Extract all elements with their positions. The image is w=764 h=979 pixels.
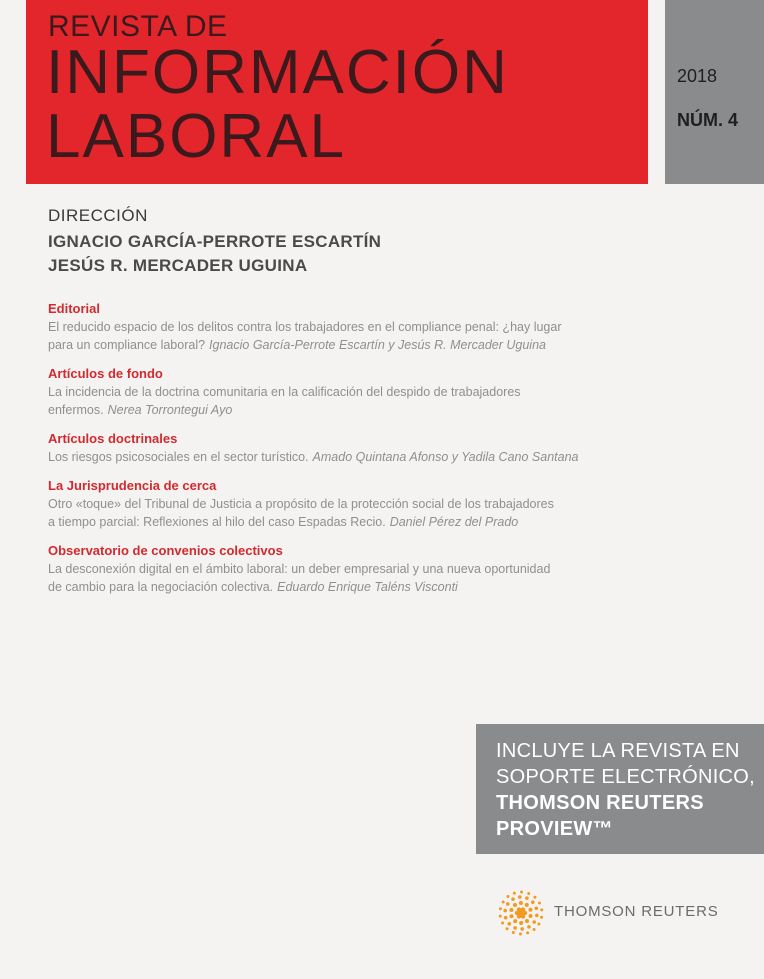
logo-dot — [535, 907, 539, 911]
issue-number: NÚM. 4 — [677, 110, 739, 130]
toc-section-text: de cambio para la negociación colectiva. — [48, 580, 274, 594]
toc-section-line — [48, 401, 668, 419]
toc-author: Ignacio García-Perrote Escartín y Jesús R. Mercader Uguina — [209, 338, 546, 352]
logo-dot — [518, 895, 522, 899]
logo-dot — [519, 932, 522, 935]
logo-dot — [540, 908, 543, 911]
logo-dot — [535, 914, 539, 918]
toc-section-observatorio — [48, 542, 668, 596]
toc-section-editorial — [48, 300, 668, 354]
logo-dot — [519, 921, 523, 925]
toc-section-line: La desconexión digital en el ámbito laboral: un deber empresarial y una nueva oportunidad — [48, 562, 551, 576]
logo-dot — [538, 902, 541, 905]
toc-author: Amado Quintana Afonso y Yadila Cano Santana — [312, 450, 579, 464]
toc-section-line: La incidencia de la doctrina comunitaria en la calificación del despido de trabajadores — [48, 385, 521, 399]
masthead-line-1: REVISTA DE — [48, 10, 228, 43]
logo-dot — [513, 926, 517, 930]
proview-promo-box — [476, 724, 764, 854]
toc-section-text: Los riesgos psicosociales en el sector turístico. — [48, 450, 309, 464]
thomson-reuters-dot-sphere-icon — [496, 888, 546, 938]
promo-line: INCLUYE LA REVISTA EN — [496, 740, 740, 762]
toc-section-heading: Observatorio de convenios colectivos — [48, 543, 283, 558]
logo-dot — [526, 931, 529, 934]
toc-section-articulos-doctrinales — [48, 430, 668, 466]
logo-dot — [528, 908, 532, 912]
toc-section-text: para un compliance laboral? — [48, 338, 206, 352]
toc-section-jurisprudencia — [48, 477, 668, 531]
director-name: IGNACIO GARCÍA-PERROTE ESCARTÍN — [48, 232, 382, 251]
director-name: JESÚS R. MERCADER UGUINA — [48, 256, 308, 275]
masthead-line-2: INFORMACIÓN — [46, 38, 509, 107]
logo-dot — [499, 915, 502, 918]
masthead-line-3: LABORAL — [46, 102, 347, 171]
logo-dot — [511, 897, 515, 901]
logo-dot — [499, 907, 502, 910]
toc-section-line — [48, 336, 668, 354]
toc-section-line — [48, 578, 668, 596]
publisher-name: THOMSON REUTERS — [554, 903, 719, 920]
logo-dot — [517, 907, 521, 911]
toc-section-heading: Artículos de fondo — [48, 366, 163, 381]
logo-dot — [520, 927, 524, 931]
promo-line: THOMSON REUTERS — [496, 792, 704, 814]
logo-dot — [509, 908, 513, 912]
logo-dot — [507, 922, 511, 926]
toc-section-line: Otro «toque» del Tribunal de Justicia a propósito de la protección social de los trabajadores — [48, 497, 554, 511]
logo-dot — [531, 900, 535, 904]
logo-dot — [510, 914, 514, 918]
logo-dot — [527, 892, 530, 895]
logo-dot — [502, 901, 505, 904]
issue-year: 2018 — [677, 66, 718, 86]
toc-section-heading: Editorial — [48, 301, 101, 316]
toc-section-heading: Artículos doctrinales — [48, 431, 178, 446]
toc-section-articulos-de-fondo — [48, 365, 668, 419]
toc-section-line — [48, 448, 668, 466]
logo-dot — [501, 922, 504, 925]
logo-dot — [525, 903, 529, 907]
toc-section-heading: La Jurisprudencia de cerca — [48, 478, 217, 493]
toc-author: Nerea Torrontegui Ayo — [107, 403, 233, 417]
logo-dot — [537, 922, 540, 925]
logo-dot — [506, 902, 510, 906]
logo-dot — [527, 925, 531, 929]
direction-label: DIRECCIÓN — [48, 206, 148, 225]
logo-dot — [506, 895, 509, 898]
logo-dot — [512, 931, 515, 934]
promo-line: PROVIEW™ — [496, 818, 613, 840]
logo-dot — [533, 896, 536, 899]
logo-dot — [529, 914, 533, 918]
masthead — [26, 0, 648, 184]
toc-section-text: a tiempo parcial: Reflexiones al hilo del caso Espadas Recio. — [48, 515, 386, 529]
logo-dot — [506, 927, 509, 930]
logo-dot — [521, 914, 525, 918]
issue-info — [665, 0, 764, 184]
logo-dot — [533, 928, 536, 931]
logo-dot — [503, 909, 507, 913]
logo-dot — [532, 920, 536, 924]
logo-dot — [525, 919, 529, 923]
logo-dot — [519, 901, 523, 905]
logo-dot — [520, 891, 523, 894]
toc-author: Daniel Pérez del Prado — [389, 515, 519, 529]
promo-line: SOPORTE ELECTRÓNICO, — [496, 766, 756, 788]
logo-dot — [513, 919, 517, 923]
table-of-contents — [48, 300, 668, 607]
toc-author: Eduardo Enrique Taléns Visconti — [277, 580, 458, 594]
toc-section-line — [48, 513, 668, 531]
logo-dot — [513, 903, 517, 907]
logo-dot — [521, 907, 525, 911]
logo-dot — [525, 896, 529, 900]
logo-dot — [504, 916, 508, 920]
toc-section-line: El reducido espacio de los delitos contra los trabajadores en el compliance penal: ¿hay lugar — [48, 320, 562, 334]
logo-dot — [513, 892, 516, 895]
toc-section-text: enfermos. — [48, 403, 104, 417]
logo-dot — [540, 916, 543, 919]
